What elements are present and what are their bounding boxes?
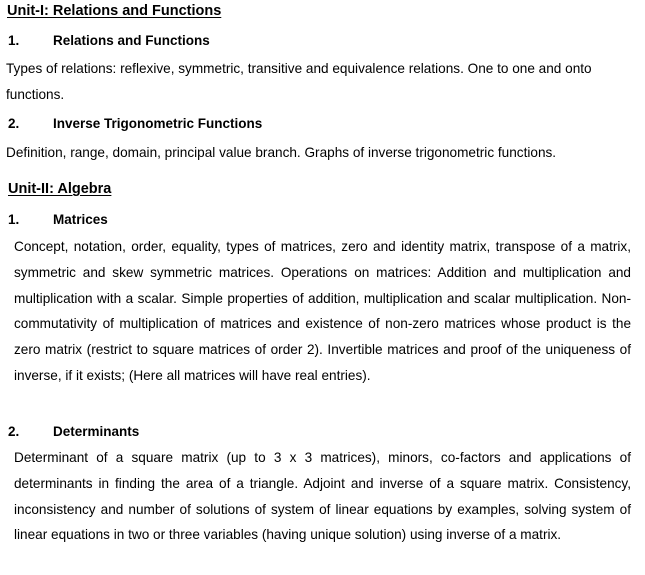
topic-determinants [8,424,139,439]
topic-relations-and-functions [8,33,210,48]
topic-title: Inverse Trigonometric Functions [53,116,263,131]
topic-title: Relations and Functions [53,33,210,48]
topic-number: 2. [8,116,20,131]
topic-inverse-trigonometric-functions [8,116,262,131]
topic-number: 1. [8,33,20,48]
topic-number: 2. [8,424,20,439]
topic-description: Types of relations: reflexive, symmetric, transitive and equivalence relations. One to one and onto functions. [6,61,592,102]
unit-1-heading: Unit-I: Relations and Functions [7,3,222,19]
topic-title: Matrices [53,212,108,227]
topic-description: Concept, notation, order, equality, types of matrices, zero and identity matrix, transpose of a matrix, symmetric and skew symmetric matrices. Operations on matrices: Addition and multiplication and multiplication with a scalar. Simple properties of addition, multiplication and scalar multiplication. Non- commutativity of multiplication of matrices and existence of non-zero matrices whose product is the zero matrix (restrict to square matrices of order 2). Invertible matrices and proof of the uniqueness of inverse, if it exists; (Here all matrices will have real entries). [14,239,631,383]
topic-title: Determinants [53,424,140,439]
topic-description: Definition, range, domain, principal value branch. Graphs of inverse trigonometric functions. [6,145,557,160]
topic-description: Determinant of a square matrix (up to 3 x 3 matrices), minors, co-factors and applications of determinants in finding the area of a triangle. Adjoint and inverse of a square matrix. Consistency, inconsistency and number of solutions of system of linear equations by examples, solving system of linear equations in two or three variables (having unique solution) using inverse of a matrix. [14,450,631,543]
unit-2-heading: Unit-II: Algebra [8,181,112,197]
topic-matrices [8,212,108,227]
topic-number: 1. [8,212,20,227]
